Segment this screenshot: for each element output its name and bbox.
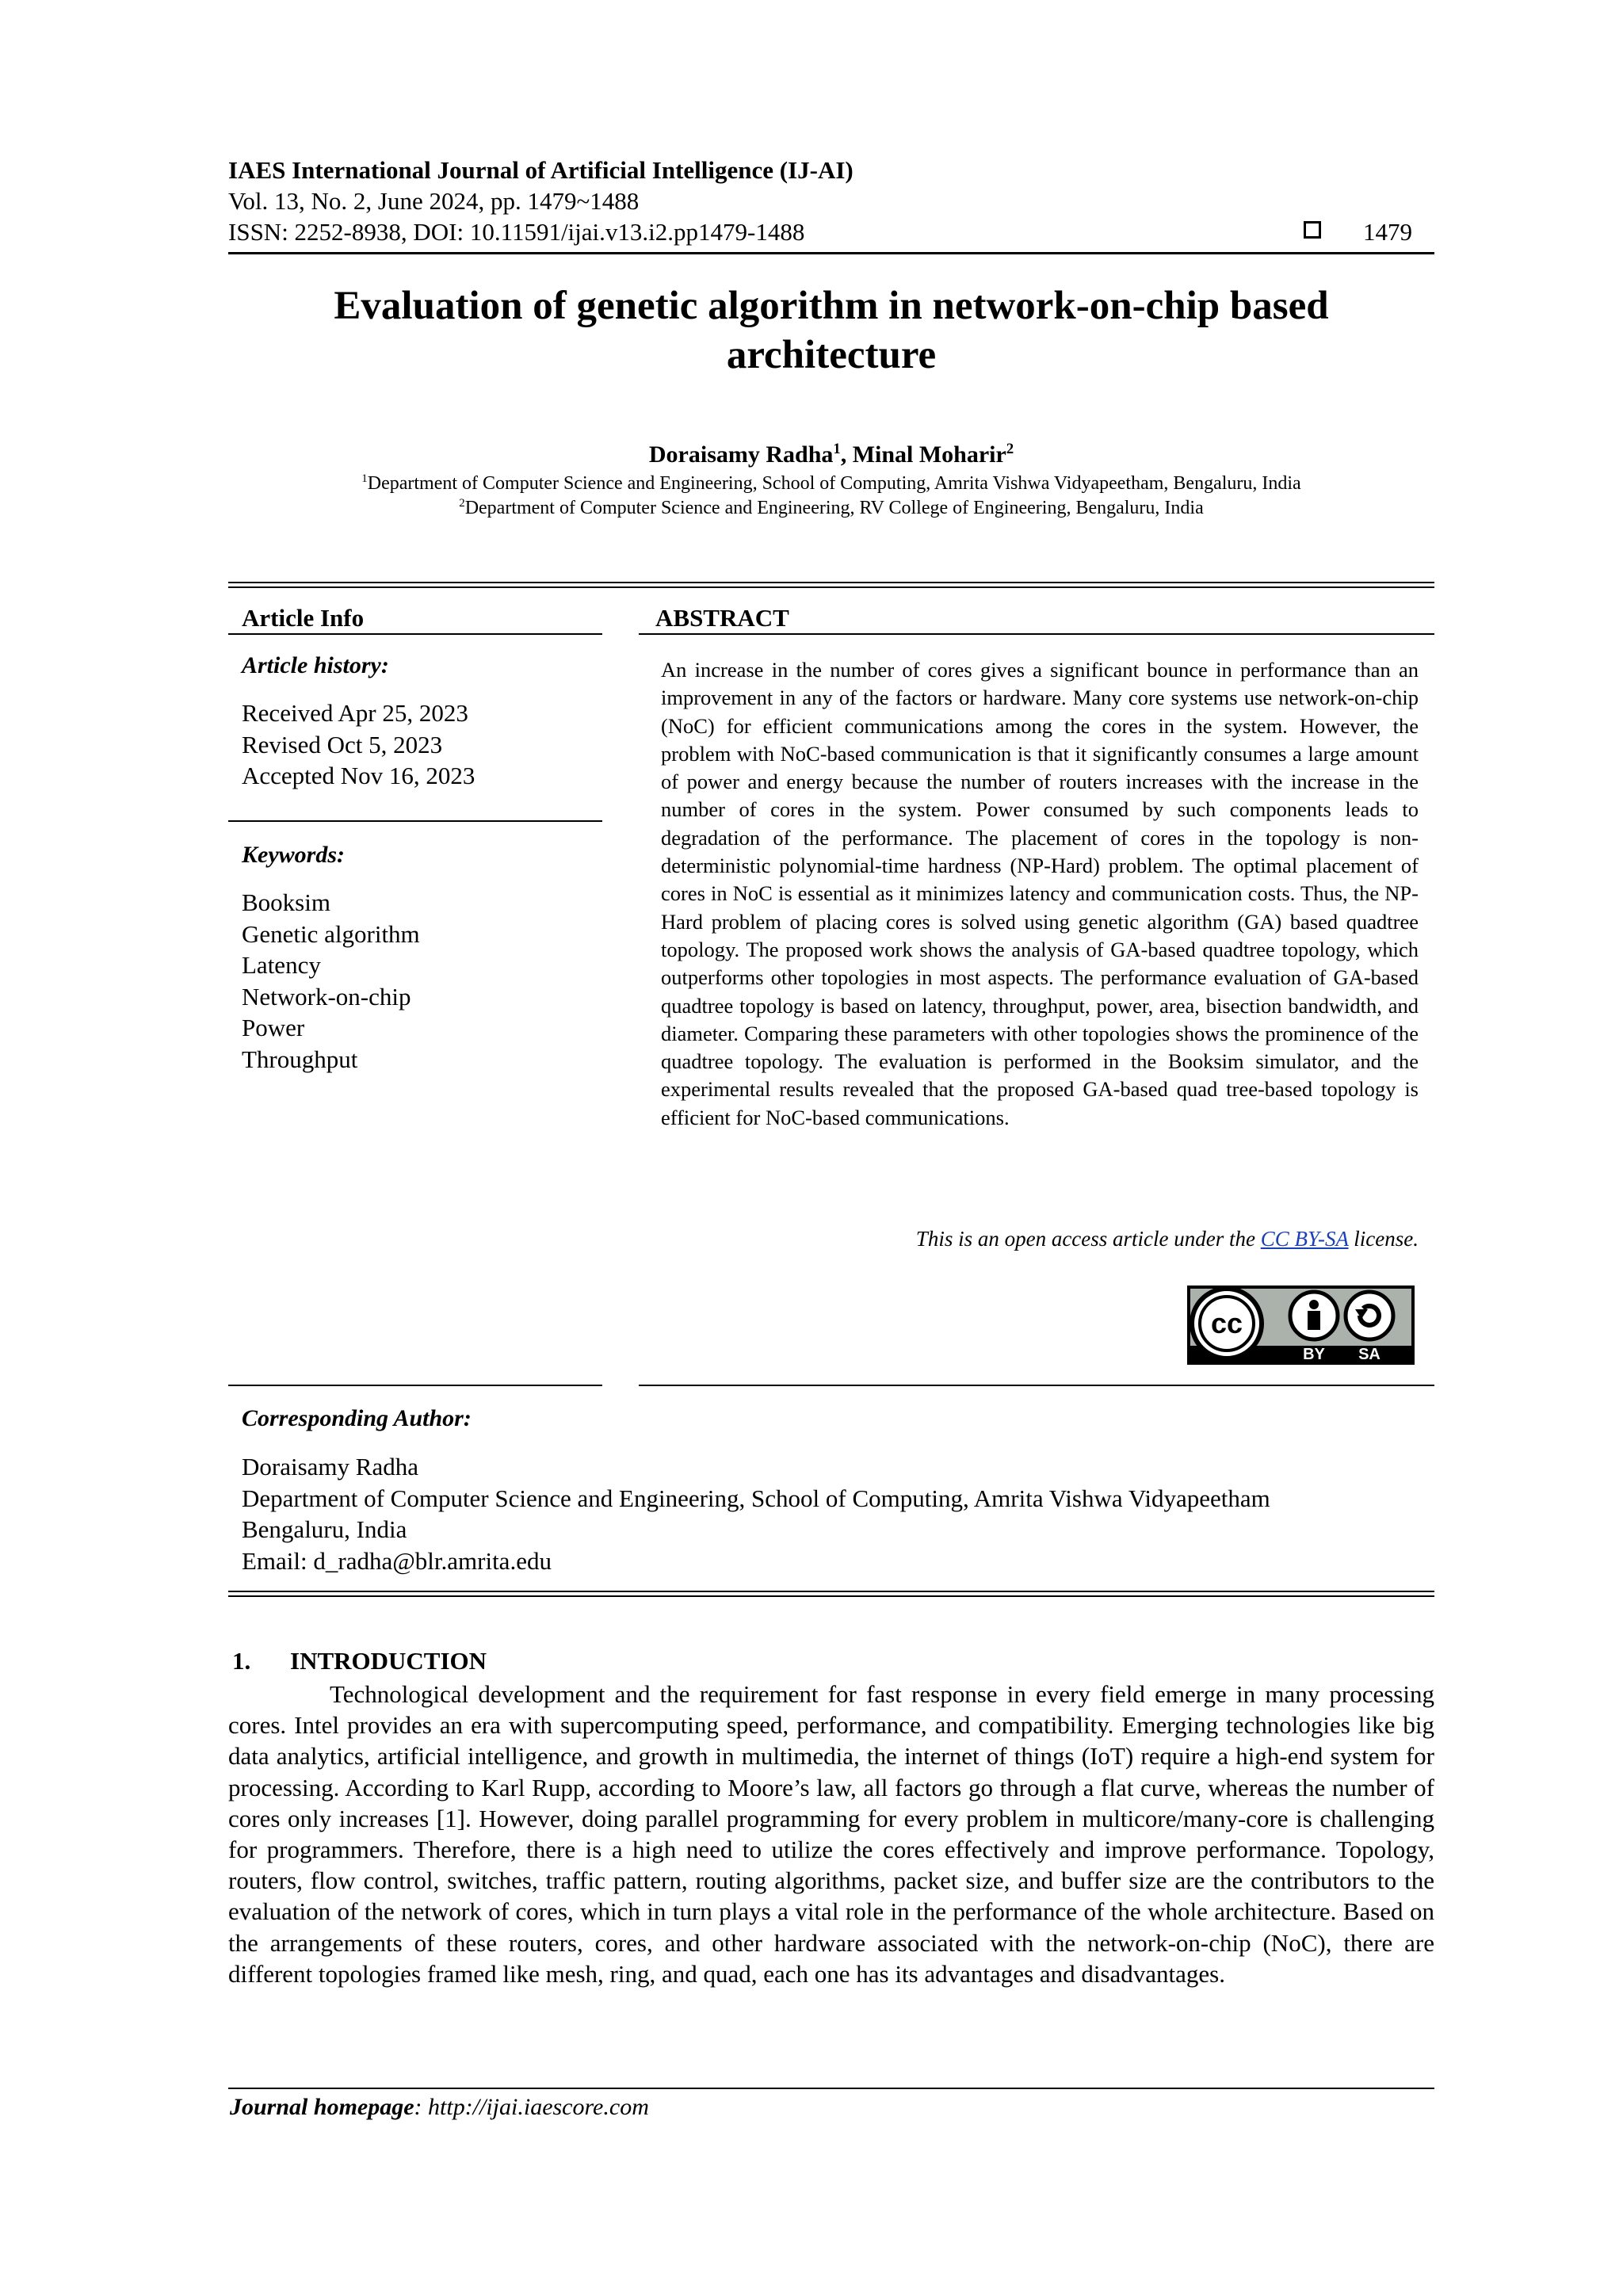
corresponding-dept: Department of Computer Science and Engineering, School of Computing, Amrita Vishwa Vidyapeetham (242, 1484, 1270, 1512)
badge-sa-label: SA (1358, 1346, 1381, 1363)
paper-title: Evaluation of genetic algorithm in network-on-chip based architecture (334, 284, 1329, 377)
license-line (661, 1227, 1419, 1251)
article-info-heading: Article Info (242, 604, 365, 632)
intro-heading: INTRODUCTION (290, 1647, 487, 1675)
history-received: Received Apr 25, 2023 (242, 699, 468, 727)
affiliation-sup: 2 (459, 497, 465, 510)
affiliation-1 (228, 472, 1434, 495)
intro-paragraph: Technological development and the requirement for fast response in every field emerge in many processing cores. Intel provides an era with supercomputing speed, performance, and compatibility. Emerging technologies like big data analytics, artificial intelligence, and growth in multimedia, the internet of things (IoT) require a high-end system for processing. According to Karl Rupp, according to Moore’s law, all factors go through a flat curve, whereas the number of cores only increases [1]. However, doing parallel programming for every problem in multicore/many-core is challenging for programmers. Therefore, there is a high need to utilize the cores effectively and improve performance. Topology, routers, flow control, switches, traffic pattern, routing algorithms, packet size, and buffer size are the contributors to the evaluation of the network of cores, which in turn plays a vital role in the performance of the whole architecture. Based on the arrangements of these routers, cores, and other hardware associated with the network-on-chip (NoC), there are different topologies framed like mesh, ring, and quad, each one has its advantages and disadvantages. (228, 1680, 1434, 1988)
header-rule (228, 252, 1434, 254)
corresponding-email: Email: d_radha@blr.amrita.edu (242, 1546, 552, 1575)
journal-homepage (230, 2094, 649, 2121)
history-list (242, 697, 475, 792)
keywords-rule (228, 820, 602, 822)
keyword-item: Latency (242, 951, 321, 979)
cc-glyph: cc (1210, 1307, 1243, 1339)
author-name: Minal Moharir (852, 441, 1006, 468)
journal-name: IAES International Journal of Artificial Intelligence (IJ-AI) (228, 156, 854, 184)
homepage-label: Journal homepage (230, 2094, 414, 2120)
cc-by-sa-badge[interactable] (1187, 1286, 1415, 1365)
corresponding-name: Doraisamy Radha (242, 1453, 418, 1480)
author-sup: 2 (1006, 441, 1014, 457)
affiliation-text: Department of Computer Science and Engineering, RV College of Engineering, Bengaluru, India (464, 498, 1204, 518)
history-accepted: Accepted Nov 16, 2023 (242, 762, 475, 789)
cc-by-sa-link[interactable]: CC BY-SA (1260, 1227, 1349, 1251)
license-prefix: This is an open access article under the (915, 1227, 1261, 1251)
article-info-rule (228, 633, 602, 635)
abstract-rule (639, 633, 1434, 635)
author-sup: 1 (833, 441, 841, 457)
abstract-body: An increase in the number of cores gives a significant bounce in performance than an improvement in any of the factors or hardware. Many core systems use network-on-chip (NoC) for efficient communications among the cores in the system. However, the problem with NoC-based communication is that it significantly consumes a large amount of power and energy because the number of routers increases with the increase in the number of cores in the system. Power consumed by such components leads to degradation of the performance. The placement of cores in the topology is non-deterministic polynomial-time hardness (NP-Hard) problem. The optimal placement of cores in NoC is essential as it minimizes latency and communication costs. Thus, the NP-Hard problem of placing cores is solved using genetic algorithm (GA) based quadtree topology. The proposed work shows the analysis of GA-based quadtree topology, which outperforms other topologies in most aspects. The performance evaluation of GA-based quadtree topology is based on latency, throughput, power, area, bisection bandwidth, and diameter. Comparing these parameters with other topologies shows the prominence of the quadtree topology. The evaluation is performed in the Booksim simulator, and the experimental results revealed that the proposed GA-based quad tree-based topology is efficient for NoC-based communications. (661, 658, 1419, 1129)
info-top-rule-1 (228, 582, 1434, 583)
history-revised: Revised Oct 5, 2023 (242, 730, 443, 758)
keyword-item: Booksim (242, 888, 330, 916)
intro-number: 1. (232, 1647, 251, 1675)
affiliation-sup: 1 (361, 472, 368, 485)
info-right-bottom-rule (639, 1385, 1434, 1386)
keyword-item: Throughput (242, 1045, 358, 1073)
volume-line: Vol. 13, No. 2, June 2024, pp. 1479~1488 (228, 187, 640, 215)
author-separator: , (840, 441, 853, 468)
info-top-rule-2 (228, 586, 1434, 588)
square-bullet-icon (1304, 221, 1321, 239)
corresponding-heading: Corresponding Author: (242, 1405, 472, 1431)
cc-badge-graphic (1187, 1286, 1415, 1365)
keyword-item: Genetic algorithm (242, 919, 420, 948)
keyword-item: Network-on-chip (242, 982, 411, 1010)
corresponding-rule-2 (228, 1595, 1434, 1597)
affiliation-2 (228, 497, 1434, 520)
history-heading: Article history: (242, 652, 389, 678)
author-name: Doraisamy Radha (648, 441, 834, 468)
keywords-heading: Keywords: (242, 842, 345, 868)
abstract-heading: ABSTRACT (655, 604, 789, 632)
corresponding-city: Bengaluru, India (242, 1515, 407, 1543)
homepage-url[interactable]: : http://ijai.iaescore.com (414, 2094, 649, 2120)
badge-by-label: BY (1303, 1346, 1325, 1363)
author-line (228, 441, 1434, 468)
issn-line: ISSN: 2252-8938, DOI: 10.11591/ijai.v13.i2.pp1479-1488 (228, 218, 805, 246)
corresponding-rule-1 (228, 1591, 1434, 1592)
keyword-item: Power (242, 1014, 305, 1041)
info-left-bottom-rule (228, 1385, 602, 1386)
footer-rule (228, 2088, 1434, 2089)
license-suffix: license. (1348, 1227, 1419, 1251)
keywords-list (242, 887, 420, 1075)
affiliation-text: Department of Computer Science and Engineering, School of Computing, Amrita Vishwa Vidyapeetham, Bengaluru, India (367, 473, 1301, 494)
page-number: 1479 (1363, 218, 1412, 246)
corresponding-block (242, 1451, 1270, 1576)
